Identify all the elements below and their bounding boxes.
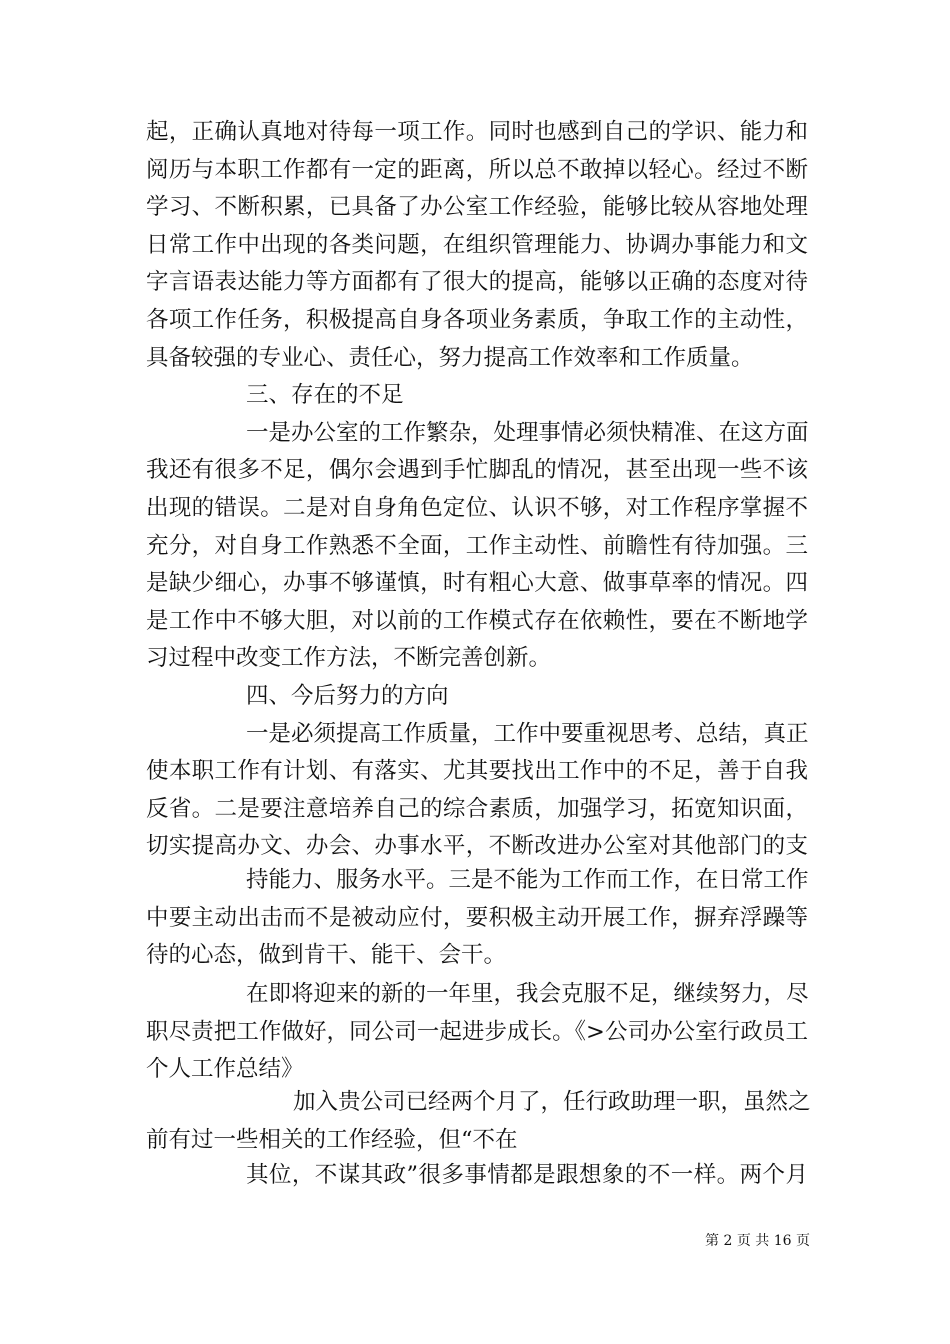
body-text-5 — [146, 1157, 808, 1195]
text-line: 学习、不断积累，已具备了办公室工作经验，能够比较从容地处理 — [146, 194, 808, 221]
text-line: 是缺少细心，办事不够谨慎，时有粗心大意、做事草率的情况。四 — [146, 570, 808, 597]
text-line: 是工作中不够大胆，对以前的工作模式存在依赖性，要在不断地学 — [146, 607, 808, 634]
section-heading-future-direction: 四、今后努力的方向 — [246, 682, 449, 709]
text-line: 其位，不谋其政”很多事情都是跟想象的不一样。两个月 — [246, 1162, 808, 1188]
text-line: 各项工作任务，积极提高自身各项业务素质，争取工作的主动性， — [146, 306, 808, 333]
text-line: 日常工作中出现的各类问题，在组织管理能力、协调办事能力和文 — [146, 231, 808, 258]
text-line: 具备较强的专业心、责任心，努力提高工作效率和工作质量。 — [146, 344, 754, 371]
body-text-1 — [146, 114, 808, 866]
text-line: 一是必须提高工作质量，工作中要重视思考、总结，真正 — [246, 720, 809, 747]
text-line: 在即将迎来的新的一年里，我会克服不足，继续努力，尽 — [246, 981, 809, 1007]
text-line: 我还有很多不足，偶尔会遇到手忙脚乱的情况，甚至出现一些不该 — [146, 457, 808, 484]
text-line: 充分，对自身工作熟悉不全面，工作主动性、前瞻性有待加强。三 — [146, 532, 808, 559]
text-line: 出现的错误。二是对自身角色定位、认识不够，对工作程序掌握不 — [146, 494, 808, 521]
body-text-3 — [146, 976, 808, 1089]
body-text-2 — [146, 862, 808, 975]
section-heading-shortcomings: 三、存在的不足 — [246, 382, 404, 409]
text-line: 字言语表达能力等方面都有了很大的提高，能够以正确的态度对待 — [146, 269, 808, 296]
text-line: 职尽责把工作做好，同公司一起进步成长。《>公司办公室行政员工 — [146, 1018, 808, 1045]
text-line: 待的心态，做到肯干、能干、会干。 — [146, 942, 507, 969]
page-number: 第 2 页 共 16 页 — [705, 1233, 810, 1249]
text-line: 切实提高办文、办会、办事水平，不断改进办公室对其他部门的支 — [146, 833, 808, 860]
text-line: 起，正确认真地对待每一项工作。同时也感到自己的学识、能力和 — [146, 119, 808, 145]
text-line: 阅历与本职工作都有一定的距离，所以总不敢掉以轻心。经过不断 — [146, 156, 808, 183]
text-line: 反省。二是要注意培养自己的综合素质，加强学习，拓宽知识面， — [146, 795, 808, 822]
body-text-4 — [146, 1084, 811, 1159]
text-line: 习过程中改变工作方法，不断完善创新。 — [146, 645, 552, 672]
text-line: 一是办公室的工作繁杂，处理事情必须快精准、在这方面 — [246, 419, 809, 446]
text-line: 前有过一些相关的工作经验，但“不在 — [146, 1126, 518, 1153]
text-line: 加入贵公司已经两个月了，任行政助理一职，虽然之 — [293, 1089, 811, 1115]
text-line: 使本职工作有计划、有落实、尤其要找出工作中的不足，善于自我 — [146, 758, 808, 785]
text-line: 中要主动出击而不是被动应付，要积极主动开展工作，摒弃浮躁等 — [146, 904, 808, 931]
text-line: 个人工作总结》 — [146, 1056, 304, 1083]
text-line: 持能力、服务水平。三是不能为工作而工作，在日常工作 — [246, 867, 809, 893]
